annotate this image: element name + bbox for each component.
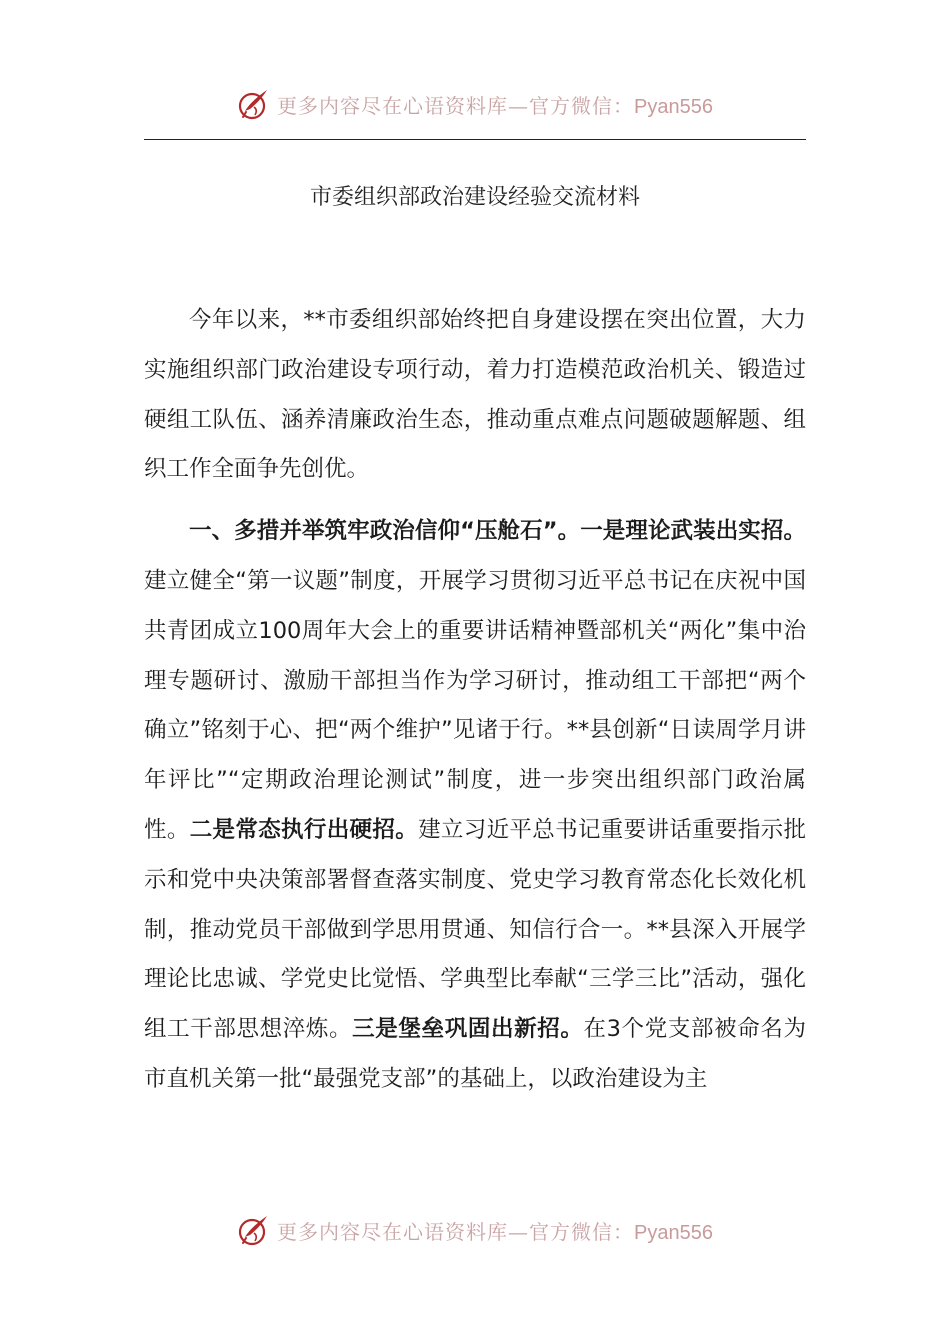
point3-title: 三是堡垒巩固出新招。: [352, 1016, 584, 1043]
header-banner: [0, 82, 950, 126]
footer-banner: [0, 1208, 950, 1252]
point2-title: 二是常态执行出硬招。: [189, 816, 419, 843]
section1-heading: 一、多措并举筑牢政治信仰“压舱石”。: [189, 518, 581, 545]
quill-seal-icon: [237, 1213, 271, 1247]
header-banner-text: 更多内容尽在心语资料库—官方微信：Pyan556: [277, 93, 713, 118]
intro-paragraph: 今年以来，**市委组织部始终把自身建设摆在突出位置，大力实施组织部门政治建设专项行动，着力打造模范政治机关、锻造过硬组工队伍、涵养清廉政治生态，推动重点难点问题破题解题、组织工作全面争先创优。: [144, 307, 806, 483]
footer-wechat-handle: Pyan556: [634, 1221, 713, 1244]
point2-text: 建立习近平总书记重要讲话重要指示批示和党中央决策部署督查落实制度、党史学习教育常态化长效化机制，推动党员干部做到学思用贯通、知信行合一。**县深入开展学理论比忠诚、学党史比觉悟、学典型比奉献“三学三比”活动，强化组工干部思想淬炼。: [144, 816, 806, 1043]
quill-seal-icon: [237, 87, 271, 121]
document-body: [144, 296, 806, 1105]
section1-paragraph: [144, 507, 806, 1105]
point1-title: 一是理论武装出实招。: [580, 518, 806, 545]
header-rule: [144, 139, 806, 140]
document-title: 市委组织部政治建设经验交流材料: [309, 185, 640, 210]
point1-text: 建立健全“第一议题”制度，开展学习贯彻习近平总书记在庆祝中国共青团成立100周年大会上的重要讲话精神暨部机关“两化”集中治理专题研讨、激励干部担当作为学习研讨，推动组工干部把“两个确立”铭刻于心、把“两个维护”见诸于行。**县创新“日读周学月讲年评比”“定期政治理论测试”制度，进一步突出组织部门政治属性。: [144, 567, 806, 843]
header-wechat-handle: Pyan556: [634, 95, 713, 118]
footer-banner-text: 更多内容尽在心语资料库—官方微信：Pyan556: [277, 1219, 713, 1244]
point3-text: 在3个党支部被命名为市直机关第一批“最强党支部”的基础上，以政治建设为主: [144, 1016, 806, 1092]
